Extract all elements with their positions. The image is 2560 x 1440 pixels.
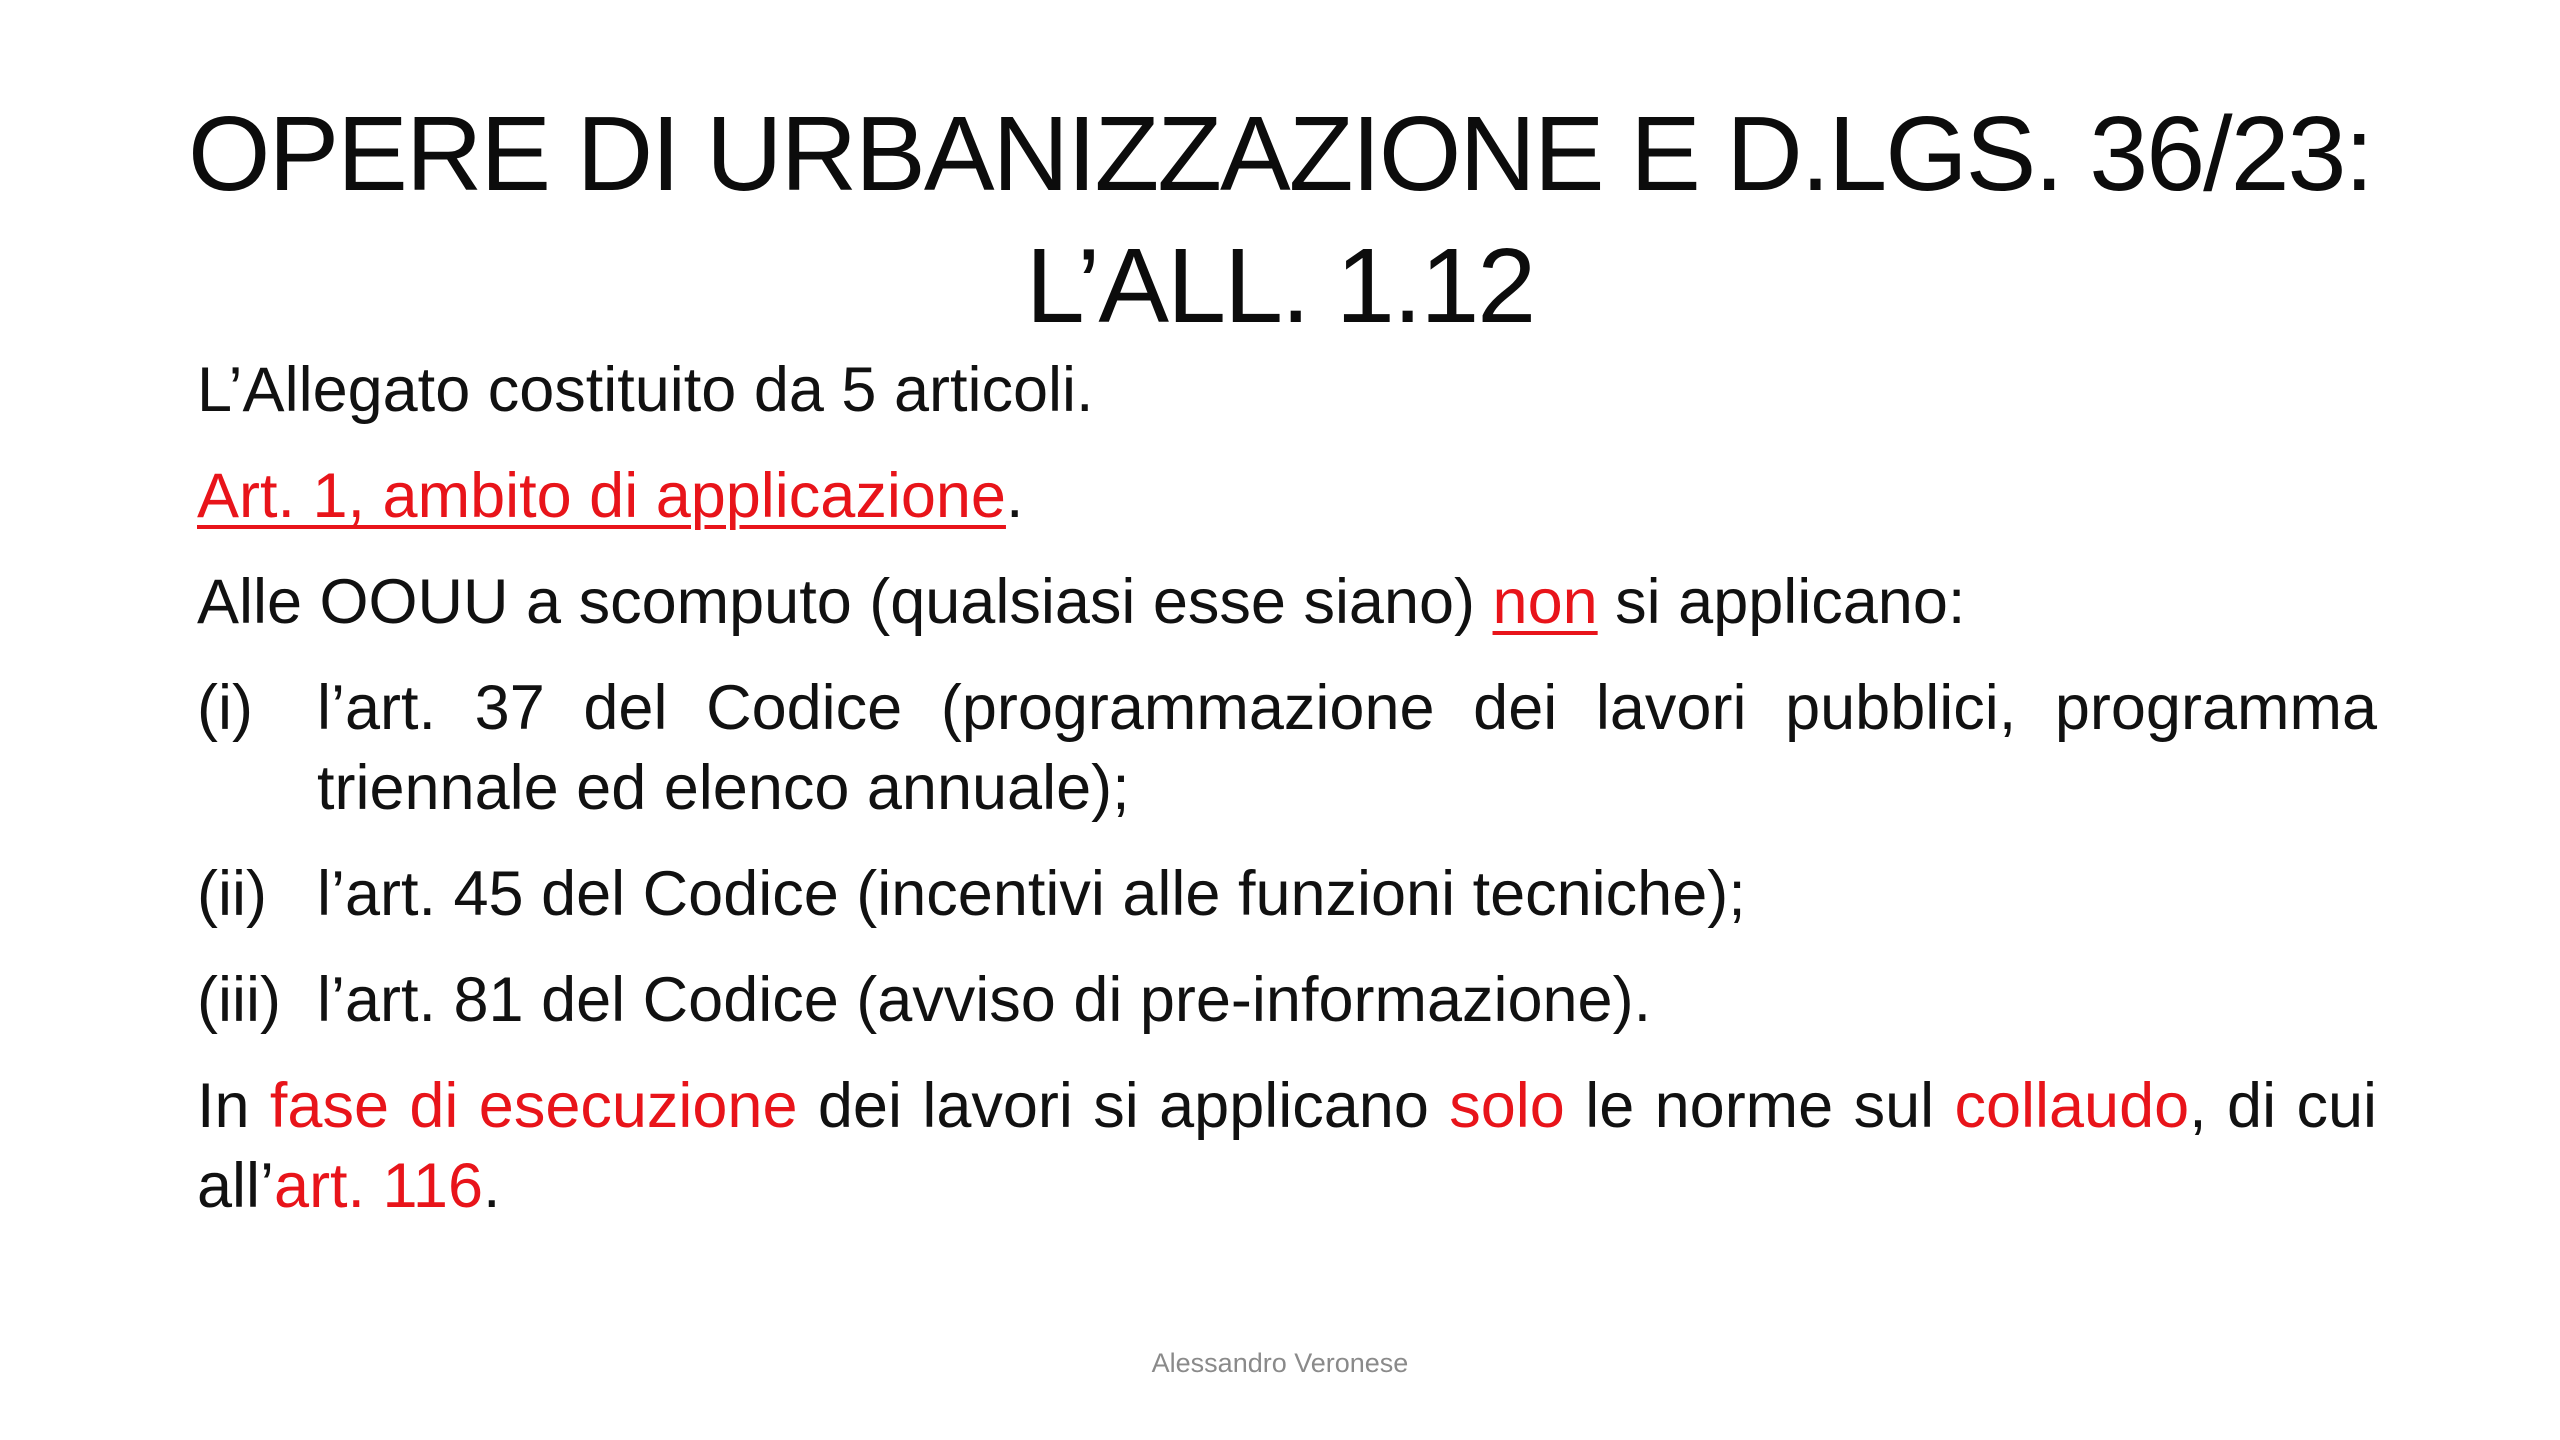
execution-text-1: In <box>197 1071 270 1141</box>
execution-text-3: le norme sul <box>1564 1071 1955 1141</box>
execution-text-4: , di cui all’ <box>197 1071 2377 1221</box>
intro-paragraph: L’Allegato costituito da 5 articoli. <box>197 355 1094 425</box>
art1-link[interactable]: Art. 1, ambito di applicazione <box>197 461 1006 531</box>
exclusions-intro <box>197 562 2377 642</box>
collaudo-emphasis: collaudo <box>1954 1071 2190 1141</box>
art116-emphasis: art. 116 <box>274 1151 483 1221</box>
list-item-number: (i) <box>197 673 253 743</box>
list-item <box>197 668 2377 828</box>
slide-body <box>197 350 2377 1252</box>
list-item-number: (ii) <box>197 859 267 929</box>
exclusions-text-after: si applicano: <box>1597 567 1966 637</box>
title-line-2: L’ALL. 1.12 <box>1025 227 1535 345</box>
art1-period: . <box>1005 461 1024 531</box>
execution-paragraph <box>197 1066 2377 1226</box>
exclusions-text-before: Alle OOUU a scomputo (qualsiasi esse siano) <box>197 567 1493 637</box>
art1-paragraph <box>197 456 2377 536</box>
list-item <box>197 854 2377 934</box>
list-item-text: l’art. 81 del Codice (avviso di pre-informazione). <box>317 965 1652 1035</box>
list-item-text: l’art. 45 del Codice (incentivi alle funzioni tecniche); <box>317 859 1746 929</box>
footer-author: Alessandro Veronese <box>1151 1348 1409 1378</box>
list-item-number: (iii) <box>197 965 281 1035</box>
non-emphasis: non <box>1492 567 1598 637</box>
list-item <box>197 960 2377 1040</box>
execution-phase-emphasis: fase di esecuzione <box>269 1071 798 1141</box>
title-line-1: OPERE DI URBANIZZAZIONE E D.LGS. 36/23: <box>188 95 2372 213</box>
list-item-text: l’art. 37 del Codice (programmazione dei lavori pubblici, programma triennale ed elenco annuale); <box>317 673 2377 823</box>
solo-emphasis: solo <box>1449 1071 1565 1141</box>
execution-text-5: . <box>483 1151 501 1221</box>
slide-title <box>0 88 2560 352</box>
execution-text-2: dei lavori si applicano <box>797 1071 1450 1141</box>
